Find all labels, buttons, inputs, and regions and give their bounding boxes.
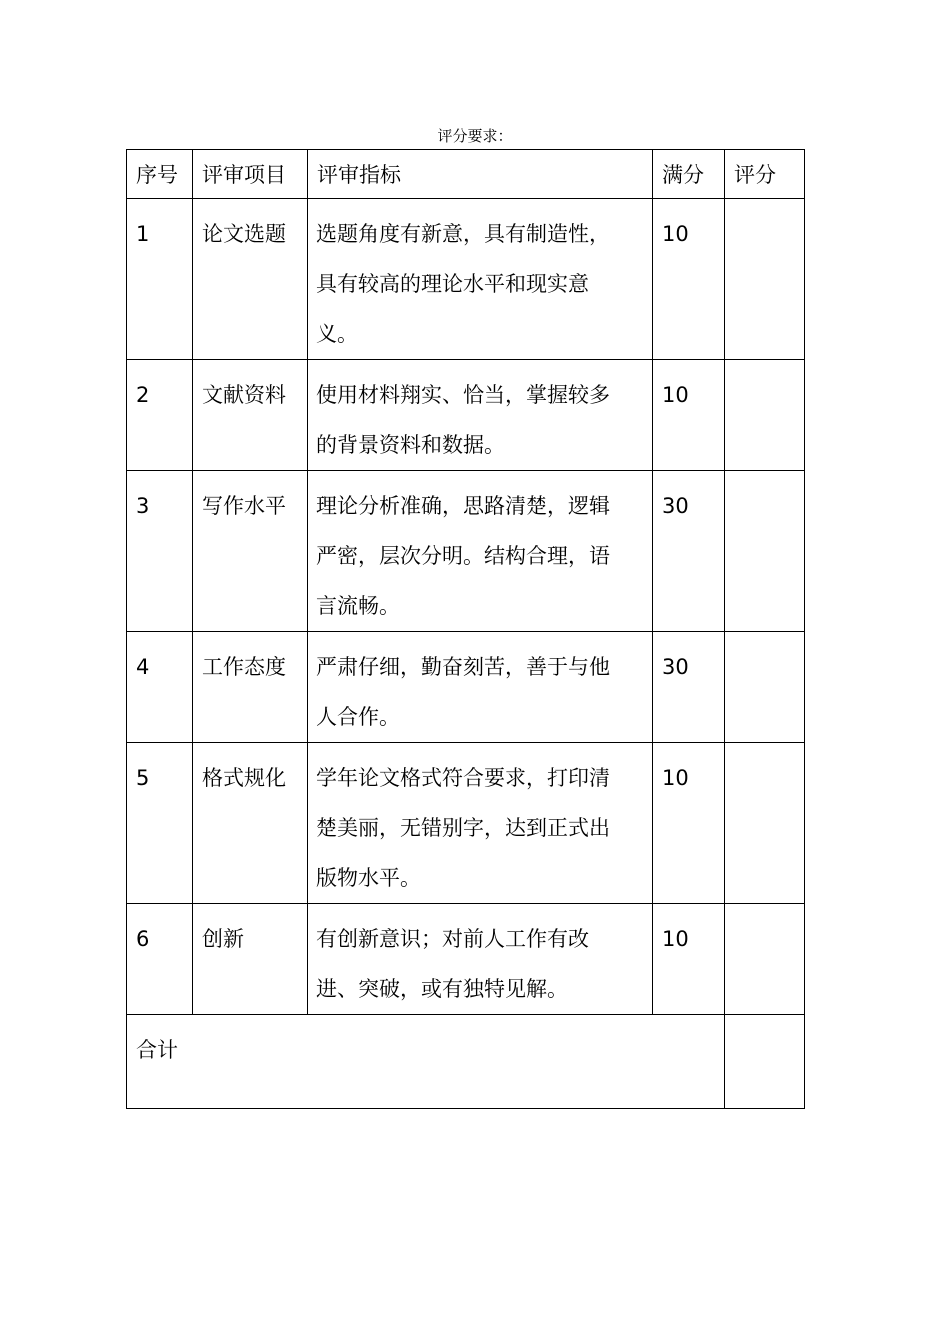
header-item: 评审项目 bbox=[193, 150, 308, 199]
criteria-line: 版物水平。 bbox=[316, 866, 421, 890]
row-criteria bbox=[308, 904, 653, 1015]
header-criteria: 评审指标 bbox=[308, 150, 653, 199]
criteria-line: 有创新意识；对前人工作有改 bbox=[316, 927, 589, 951]
row-index: 6 bbox=[127, 904, 193, 1015]
row-criteria bbox=[308, 199, 653, 360]
scoring-table bbox=[126, 149, 805, 1109]
total-label: 合计 bbox=[127, 1015, 725, 1109]
table-row bbox=[127, 471, 805, 632]
criteria-line: 的背景资料和数据。 bbox=[316, 433, 505, 457]
row-full-score: 10 bbox=[653, 904, 725, 1015]
table-caption: 评分要求： bbox=[437, 127, 513, 145]
criteria-line: 进、突破，或有独特见解。 bbox=[316, 977, 568, 1001]
row-score-cell bbox=[725, 632, 805, 743]
row-criteria bbox=[308, 360, 653, 471]
table-row bbox=[127, 360, 805, 471]
total-score-cell bbox=[725, 1015, 805, 1109]
table-row bbox=[127, 199, 805, 360]
table-header-row bbox=[127, 150, 805, 199]
row-full-score: 10 bbox=[653, 199, 725, 360]
criteria-line: 义。 bbox=[316, 322, 358, 346]
row-full-score: 10 bbox=[653, 743, 725, 904]
row-full-score: 10 bbox=[653, 360, 725, 471]
row-full-score: 30 bbox=[653, 471, 725, 632]
row-score-cell bbox=[725, 199, 805, 360]
row-criteria bbox=[308, 471, 653, 632]
criteria-line: 理论分析准确，思路清楚，逻辑 bbox=[316, 494, 610, 518]
total-row bbox=[127, 1015, 805, 1109]
row-item: 写作水平 bbox=[193, 471, 308, 632]
row-index: 2 bbox=[127, 360, 193, 471]
row-item: 工作态度 bbox=[193, 632, 308, 743]
row-score-cell bbox=[725, 471, 805, 632]
row-score-cell bbox=[725, 904, 805, 1015]
criteria-line: 具有较高的理论水平和现实意 bbox=[316, 272, 589, 296]
row-index: 4 bbox=[127, 632, 193, 743]
row-item: 文献资料 bbox=[193, 360, 308, 471]
row-item: 论文选题 bbox=[193, 199, 308, 360]
row-full-score: 30 bbox=[653, 632, 725, 743]
criteria-line: 严肃仔细，勤奋刻苦，善于与他 bbox=[316, 655, 610, 679]
row-score-cell bbox=[725, 743, 805, 904]
criteria-line: 使用材料翔实、恰当，掌握较多 bbox=[316, 383, 610, 407]
criteria-line: 严密，层次分明。结构合理，语 bbox=[316, 544, 610, 568]
criteria-line: 楚美丽，无错别字，达到正式出 bbox=[316, 816, 610, 840]
table-row bbox=[127, 904, 805, 1015]
header-full-score: 满分 bbox=[653, 150, 725, 199]
row-item: 创新 bbox=[193, 904, 308, 1015]
row-criteria bbox=[308, 632, 653, 743]
criteria-line: 学年论文格式符合要求，打印清 bbox=[316, 766, 610, 790]
row-index: 5 bbox=[127, 743, 193, 904]
row-item: 格式规化 bbox=[193, 743, 308, 904]
header-score: 评分 bbox=[725, 150, 805, 199]
header-index: 序号 bbox=[127, 150, 193, 199]
criteria-line: 人合作。 bbox=[316, 705, 400, 729]
criteria-line: 选题角度有新意，具有制造性， bbox=[316, 222, 610, 246]
row-score-cell bbox=[725, 360, 805, 471]
row-criteria bbox=[308, 743, 653, 904]
row-index: 3 bbox=[127, 471, 193, 632]
row-index: 1 bbox=[127, 199, 193, 360]
table-row bbox=[127, 743, 805, 904]
table-row bbox=[127, 632, 805, 743]
criteria-line: 言流畅。 bbox=[316, 594, 400, 618]
